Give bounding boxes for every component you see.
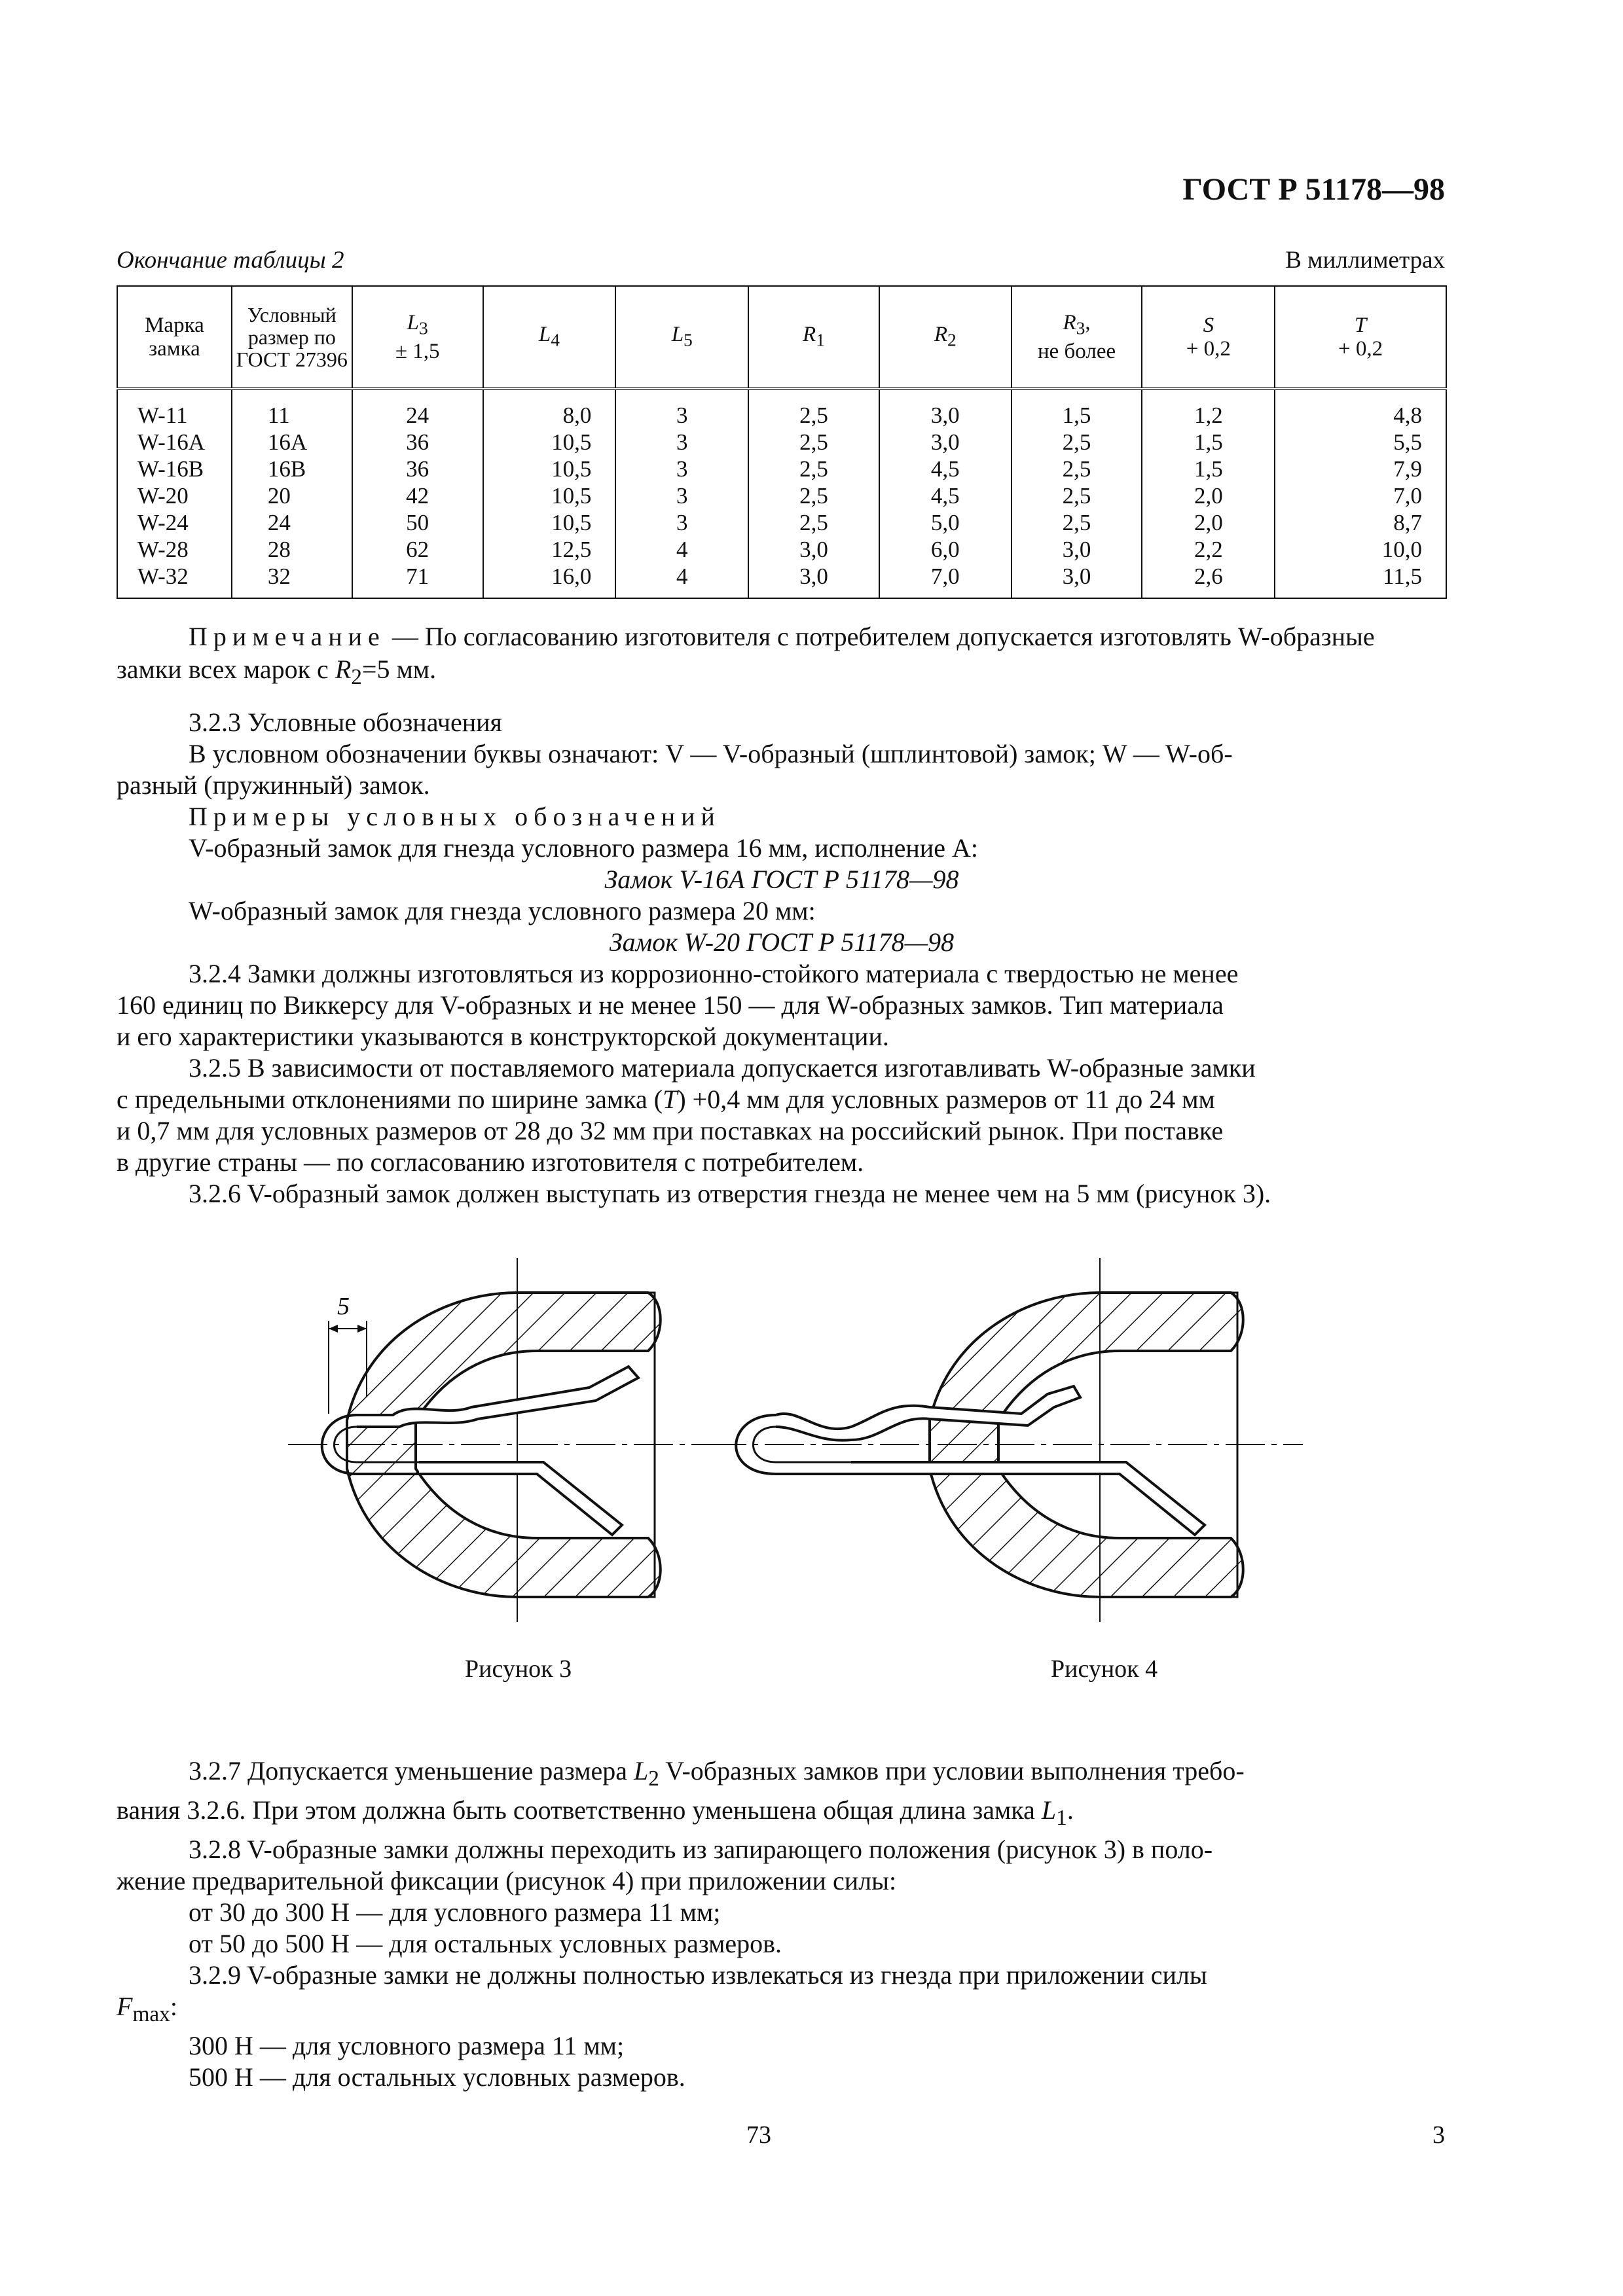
section-3-2-3: 3.2.3 Условные обозначения В условном обозначении буквы означают: V — V-образный (шплинтовой) замок; W — W-об- разный (пружинный) замок. Примеры условных обозначений V-образный замок для гнезда условного размера 16 мм, исполнение А: Замок V-16А ГОСТ Р 51178—98 W-образный замок для гнезда условного размера 20 мм: Замок W-20 ГОСТ Р 51178—98 3.2.4 Замки должны изготовляться из коррозионно-стойкого материала с твердостью не менее 160 единиц по Виккерсу для V-образных и не менее 150 — для W-образных замков. Тип материала и его характеристики указываются в конструкторской документации. 3.2.5 В зависимости от поставляемого материала допускается изготавливать W-образные замки с предельными отклонениями по ширине замка (T) +0,4 мм для условных размеров от 11 до 24 мм и 0,7 мм для условных размеров от 28 до 32 мм при поставках на российский рынок. При поставке в другие страны — по согласованию изготовителя с потребителем. 3.2.6 V-образный замок должен выступать из отверстия гнезда не менее чем на 5 мм (рисунок 3). [117, 707, 1447, 1210]
page-number-center: 73 [746, 2121, 771, 2149]
figure-4-caption: Рисунок 4 [1051, 1655, 1158, 1683]
table-caption: Окончание таблицы 2 [117, 247, 344, 274]
figures-3-4 [0, 1217, 1623, 1649]
examples-title: Примеры условных обозначений [189, 802, 721, 831]
table-row: W-32 32 71 16,0 4 3,0 7,0 3,0 2,6 11,5 [117, 563, 1446, 598]
table-note: Примечание — По согласованию изготовителя с потребителем допускается изготовлять W-образные замки всех марок с $R_2=5$ мм. [117, 622, 1375, 689]
header-t: T + 0,2 [1275, 286, 1446, 389]
figure-3-drawing [288, 1258, 714, 1622]
header-l5: $L_5$ [615, 286, 748, 389]
header-r1: $R_1$ [748, 286, 879, 389]
header-l4: $L_4$ [483, 286, 616, 389]
table-units: В миллиметрах [1285, 247, 1445, 274]
table-row: W-11 11 24 8,0 3 2,5 3,0 1,5 1,2 4,8 [117, 389, 1446, 429]
table-header-row [117, 286, 1446, 389]
pin-upper-leg [776, 1386, 1080, 1441]
document-id: ГОСТ Р 51178—98 [1182, 172, 1445, 207]
table-row: W-28 28 62 12,5 4 3,0 6,0 3,0 2,2 10,0 [117, 536, 1446, 563]
header-r2: $R_2$ [879, 286, 1012, 389]
dimension-5-label: 5 [337, 1293, 350, 1320]
example-code-2: Замок W-20 ГОСТ Р 51178—98 [609, 927, 955, 957]
example-code-1: Замок V-16А ГОСТ Р 51178—98 [604, 865, 959, 894]
header-s: S + 0,2 [1142, 286, 1275, 389]
note-label: Примечание [189, 622, 386, 651]
table-row: W-20 20 42 10,5 3 2,5 4,5 2,5 2,0 7,0 [117, 482, 1446, 509]
figure-3-caption: Рисунок 3 [465, 1655, 572, 1683]
page-number-right: 3 [1432, 2121, 1445, 2149]
header-marka: Марка замка [117, 286, 232, 389]
figure-4-drawing [707, 1258, 1303, 1622]
header-l3: $L_3$ ± 1,5 [352, 286, 483, 389]
table-row: W-24 24 50 10,5 3 2,5 5,0 2,5 2,0 8,7 [117, 509, 1446, 536]
data-table [117, 285, 1447, 599]
table-row: W-16A 16A 36 10,5 3 2,5 3,0 2,5 1,5 5,5 [117, 429, 1446, 456]
section-3-2-7-to-3-2-9: 3.2.7 Допускается уменьшение размера $L_2$ V-образных замков при условии выполнения требо- вания 3.2.6. При этом должна быть соответственно уменьшена общая длина замка $L_1$. 3.2.8 V-образные замки должны переходить из запирающего положения (рисунок 3) в поло- жение предварительной фиксации (рисунок 4) при приложении силы: от 30 до 300 Н — для условного размера 11 мм; от 50 до 500 Н — для остальных условных размеров. 3.2.9 V-образные замки не должны полностью извлекаться из гнезда при приложении силы $F_{max}$: 300 Н — для условного размера 11 мм; 500 Н — для остальных условных размеров. [117, 1756, 1245, 2092]
header-r3: $R_3$, не более [1012, 286, 1142, 389]
header-uslovny: Условный размер по ГОСТ 27396 [232, 286, 352, 389]
table-row: W-16B 16B 36 10,5 3 2,5 4,5 2,5 1,5 7,9 [117, 456, 1446, 482]
